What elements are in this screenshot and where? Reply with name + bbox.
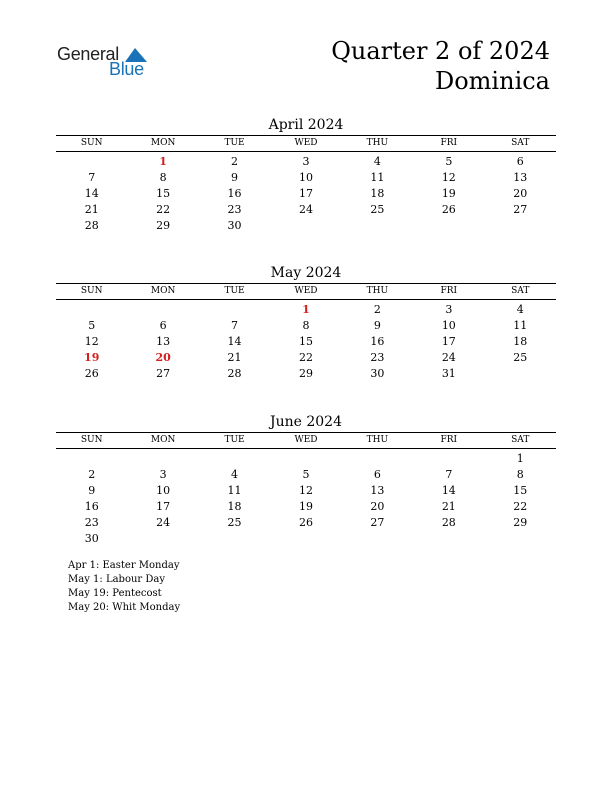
title-quarter: Quarter 2 of 2024 [331, 37, 550, 65]
day-cell: 3 [302, 155, 310, 168]
day-cell: 20 [513, 187, 528, 200]
day-cell [270, 531, 341, 547]
day-cell: 17 [441, 335, 456, 348]
day-cell: 20 [155, 351, 171, 364]
title-country: Dominica [434, 67, 550, 95]
day-cell: 29 [156, 219, 171, 232]
day-cell: 24 [441, 351, 456, 364]
day-cell: 18 [513, 335, 528, 348]
day-cell [485, 531, 556, 547]
day-cell: 2 [373, 303, 381, 316]
day-cell: 28 [84, 219, 99, 232]
day-cell: 14 [441, 484, 456, 497]
day-cell: 13 [513, 171, 528, 184]
weekday-label: SAT [511, 435, 530, 445]
day-cell [270, 218, 341, 234]
day-cell: 9 [88, 484, 96, 497]
day-cell: 18 [227, 500, 242, 513]
day-cell: 9 [373, 319, 381, 332]
month-name: June 2024 [269, 414, 342, 430]
week-row [56, 334, 556, 350]
week-row [56, 154, 556, 170]
day-cell: 2 [88, 468, 96, 481]
day-cell [413, 451, 484, 467]
day-cell [485, 366, 556, 382]
day-cell: 16 [370, 335, 385, 348]
day-cell: 30 [227, 219, 242, 232]
day-cell: 1 [516, 452, 524, 465]
holiday-notes [68, 559, 180, 615]
day-cell [127, 302, 198, 318]
weekday-label: TUE [224, 286, 245, 296]
day-cell: 16 [84, 500, 99, 513]
day-cell: 30 [370, 367, 385, 380]
weekday-header [56, 433, 556, 449]
week-row [56, 350, 556, 366]
weekday-header [56, 136, 556, 152]
day-cell: 4 [516, 303, 524, 316]
day-cell: 11 [370, 171, 385, 184]
day-cell: 2 [231, 155, 239, 168]
day-cell: 15 [156, 187, 171, 200]
holiday-note: Apr 1: Easter Monday [68, 560, 180, 571]
day-cell: 28 [441, 516, 456, 529]
day-cell: 19 [298, 500, 313, 513]
day-cell: 20 [370, 500, 385, 513]
weekday-label: WED [294, 435, 318, 445]
day-cell [199, 531, 270, 547]
week-row [56, 499, 556, 515]
day-cell: 23 [370, 351, 385, 364]
day-cell: 22 [156, 203, 171, 216]
day-cell: 28 [227, 367, 242, 380]
day-cell: 21 [441, 500, 456, 513]
weekday-label: WED [294, 286, 318, 296]
day-cell: 8 [302, 319, 310, 332]
day-cell: 10 [298, 171, 313, 184]
day-cell: 23 [227, 203, 242, 216]
day-cell: 15 [513, 484, 528, 497]
weekday-label: MON [150, 138, 176, 148]
day-cell: 6 [159, 319, 167, 332]
day-cell: 29 [298, 367, 313, 380]
week-row [56, 170, 556, 186]
day-cell: 30 [84, 532, 99, 545]
day-cell [127, 451, 198, 467]
day-cell: 9 [231, 171, 239, 184]
day-cell: 27 [513, 203, 528, 216]
day-cell: 23 [84, 516, 99, 529]
weekday-label: MON [150, 435, 176, 445]
day-cell: 5 [302, 468, 310, 481]
logo-word-general: General [57, 44, 119, 64]
month-june [56, 412, 556, 547]
day-cell: 8 [159, 171, 167, 184]
day-cell: 11 [227, 484, 242, 497]
day-cell: 3 [159, 468, 167, 481]
day-cell [127, 531, 198, 547]
day-cell: 26 [441, 203, 456, 216]
day-cell: 27 [370, 516, 385, 529]
month-may [56, 263, 556, 382]
day-cell: 15 [298, 335, 313, 348]
day-cell [56, 451, 127, 467]
holiday-note: May 19: Pentecost [68, 588, 162, 599]
weekday-label: THU [366, 286, 389, 296]
month-name: April 2024 [268, 117, 344, 133]
weekday-label: FRI [440, 138, 458, 148]
week-row [56, 366, 556, 382]
day-cell [485, 218, 556, 234]
day-cell: 26 [298, 516, 313, 529]
week-row [56, 467, 556, 483]
weekday-label: SAT [511, 138, 530, 148]
day-cell: 7 [88, 171, 96, 184]
day-cell: 24 [298, 203, 313, 216]
day-cell: 12 [441, 171, 456, 184]
weekday-label: MON [150, 286, 176, 296]
day-cell: 6 [516, 155, 524, 168]
day-cell: 17 [298, 187, 313, 200]
week-row [56, 302, 556, 318]
weekday-label: THU [366, 138, 389, 148]
day-cell: 13 [370, 484, 385, 497]
day-cell [342, 451, 413, 467]
logo [57, 44, 157, 84]
day-cell [56, 154, 127, 170]
day-cell [342, 218, 413, 234]
day-cell: 1 [159, 155, 167, 168]
weekday-label: SAT [511, 286, 530, 296]
day-cell [270, 451, 341, 467]
day-cell: 27 [156, 367, 171, 380]
week-row [56, 531, 556, 547]
day-cell: 10 [156, 484, 171, 497]
day-cell: 5 [445, 155, 453, 168]
day-cell: 4 [231, 468, 239, 481]
weekday-label: TUE [224, 435, 245, 445]
day-cell [199, 451, 270, 467]
holiday-note: May 1: Labour Day [68, 574, 165, 585]
weekday-label: SUN [80, 286, 103, 296]
day-cell: 25 [513, 351, 528, 364]
day-cell: 19 [84, 351, 100, 364]
week-row [56, 483, 556, 499]
day-cell [413, 218, 484, 234]
day-cell [56, 302, 127, 318]
day-cell [199, 302, 270, 318]
week-row [56, 186, 556, 202]
day-cell: 12 [298, 484, 313, 497]
day-cell: 13 [156, 335, 171, 348]
day-cell: 31 [441, 367, 456, 380]
day-cell: 4 [373, 155, 381, 168]
weekday-label: FRI [440, 286, 458, 296]
day-cell: 17 [156, 500, 171, 513]
day-cell: 18 [370, 187, 385, 200]
day-cell: 7 [445, 468, 453, 481]
day-cell: 10 [441, 319, 456, 332]
day-cell: 22 [298, 351, 313, 364]
logo-word-blue: Blue [109, 59, 144, 79]
day-cell: 29 [513, 516, 528, 529]
day-cell: 26 [84, 367, 99, 380]
page-title [331, 36, 550, 96]
day-cell: 19 [441, 187, 456, 200]
day-cell: 5 [88, 319, 96, 332]
day-cell: 7 [231, 319, 239, 332]
day-cell: 25 [370, 203, 385, 216]
day-cell: 11 [513, 319, 528, 332]
week-row [56, 202, 556, 218]
day-cell: 8 [516, 468, 524, 481]
weekday-label: TUE [224, 138, 245, 148]
month-april [56, 115, 556, 234]
weekday-label: SUN [80, 138, 103, 148]
week-row [56, 451, 556, 467]
day-cell: 21 [84, 203, 99, 216]
month-name: May 2024 [270, 265, 342, 281]
day-cell: 25 [227, 516, 242, 529]
week-row [56, 218, 556, 234]
weekday-label: FRI [440, 435, 458, 445]
day-cell: 3 [445, 303, 453, 316]
day-cell: 22 [513, 500, 528, 513]
day-cell: 6 [373, 468, 381, 481]
day-cell: 24 [156, 516, 171, 529]
day-cell: 14 [84, 187, 99, 200]
holiday-note: May 20: Whit Monday [68, 602, 181, 613]
day-cell [413, 531, 484, 547]
week-row [56, 515, 556, 531]
day-cell: 14 [227, 335, 242, 348]
weekday-label: SUN [80, 435, 103, 445]
day-cell: 16 [227, 187, 242, 200]
week-row [56, 318, 556, 334]
day-cell: 21 [227, 351, 242, 364]
day-cell: 1 [302, 303, 310, 316]
weekday-label: WED [294, 138, 318, 148]
day-cell: 12 [84, 335, 99, 348]
weekday-label: THU [366, 435, 389, 445]
weekday-header [56, 284, 556, 300]
day-cell [342, 531, 413, 547]
